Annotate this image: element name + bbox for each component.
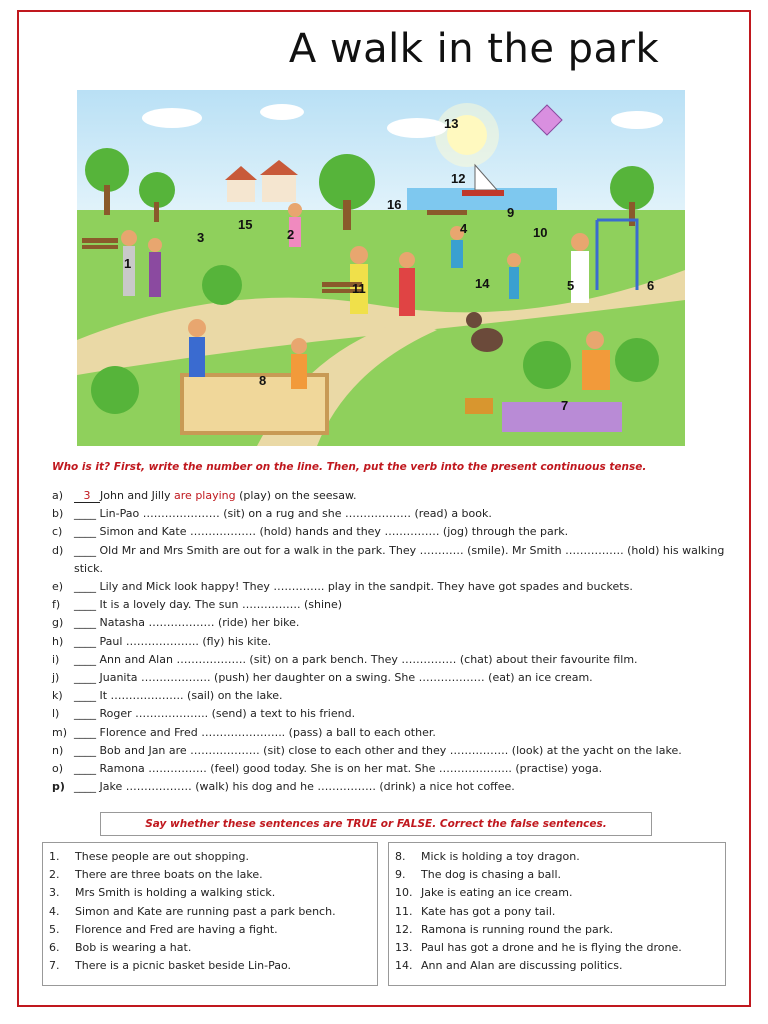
tf-number: 2. [49,868,60,882]
exercise-letter: g) [52,616,64,630]
exercise-text[interactable]: ____ Natasha ……………… (ride) her bike. [74,616,300,630]
scene-number-16: 16 [387,197,402,212]
exercise-item-g [52,614,732,632]
exercise-text[interactable]: ____ Jake ……………… (walk) his dog and he ……………. (drink) a nice hot coffee. [74,780,515,794]
exercise-item-a [52,487,732,505]
exercise-text[interactable]: ____ Ann and Alan ………………. (sit) on a park bench. They …………… (chat) about their favourite film. [74,652,638,666]
scene-number-13: 13 [444,116,459,131]
tf-sentence: There is a picnic basket beside Lin-Pao. [75,959,292,973]
scene-number-14: 14 [475,276,490,291]
exercise-item-m [52,724,732,742]
scene-number-4: 4 [460,221,468,236]
answer-verb: are playing [174,489,236,502]
tf-sentence: Kate has got a pony tail. [421,904,556,918]
cloud [142,108,202,128]
tf-sentence: Jake is eating an ice cream. [421,886,573,900]
tf-item [49,921,371,939]
tf-item [49,884,371,902]
exercise-text[interactable]: ____ Juanita ………………. (push) her daughter on a swing. She ……………… (eat) an ice cream. [74,671,593,685]
exercise-letter: n) [52,743,64,757]
exercise-item-k [52,687,732,705]
true-false-list-right [395,848,719,975]
answer-number-blank[interactable]: 3 [74,489,100,503]
exercise-letter: e) [52,580,64,594]
scene-number-9: 9 [507,205,515,220]
exercise-text[interactable]: ____ Lily and Mick look happy! They ………….. play in the sandpit. They have got spades and buckets. [74,580,633,594]
exercise-item-p [52,778,732,796]
scene-number-12: 12 [451,171,466,186]
exercise-text[interactable]: ____ Paul ……………….. (fly) his kite. [74,634,272,648]
tf-number: 6. [49,941,60,955]
exercise-letter: o) [52,762,64,776]
scene-number-1: 1 [124,256,132,271]
scene-number-10: 10 [533,225,548,240]
tf-item [49,939,371,957]
exercise-letter: p) [52,780,65,794]
tf-number: 14. [395,959,413,973]
exercise-item-b [52,505,732,523]
exercise-item-h [52,633,732,651]
scene-number-7: 7 [561,398,569,413]
scene-number-3: 3 [197,230,205,245]
picnic-basket [465,398,493,414]
exercise-text[interactable]: ____ Ramona ……………. (feel) good today. She is on her mat. She ……………….. (practise) yoga. [74,762,603,776]
scene-number-2: 2 [287,227,295,242]
tf-sentence: Paul has got a drone and he is flying the drone. [421,941,682,955]
true-false-instructions: Say whether these sentences are TRUE or FALSE. Correct the false sentences. [100,812,652,836]
exercise-text-part: John and Jilly [100,489,175,502]
exercise-text[interactable]: ____ Bob and Jan are ………………. (sit) close to each other and they ……………. (look) at the yacht on the lake. [74,743,682,757]
true-false-list-left [49,848,371,975]
tf-item [395,921,719,939]
tf-item [395,939,719,957]
tf-sentence: The dog is chasing a ball. [421,868,561,882]
exercise-letter: c) [52,525,63,539]
exercise-text[interactable]: ____ It is a lovely day. The sun ……………. (shine) [74,598,343,612]
exercise-letter: k) [52,689,63,703]
park-illustration [77,90,685,446]
tf-number: 12. [395,922,413,936]
tf-sentence: Ann and Alan are discussing politics. [421,959,623,973]
tf-number: 13. [395,941,413,955]
tf-sentence: Mick is holding a toy dragon. [421,850,580,863]
exercise-text[interactable]: ____ Simon and Kate ……………… (hold) hands and they …………… (jog) through the park. [74,525,569,539]
exercise-item-n [52,742,732,760]
park-scene-svg [77,90,685,446]
exercise-letter: j) [52,671,60,685]
exercise-text[interactable]: ____ Roger ……………….. (send) a text to his friend. [74,707,356,721]
exercise-item-c [52,523,732,541]
scene-number-15: 15 [238,217,253,232]
exercise-letter: h) [52,634,64,648]
exercise-letter: a) [52,489,64,502]
exercise-text[interactable]: ____ It ……………….. (sail) on the lake. [74,689,283,703]
tf-sentence: There are three boats on the lake. [75,868,263,882]
tf-number: 4. [49,904,60,918]
tf-sentence: Bob is wearing a hat. [75,941,192,955]
tf-number: 5. [49,922,60,936]
exercise-text-part: (play) on the seesaw. [235,489,357,502]
tf-item [395,884,719,902]
scene-number-8: 8 [259,373,267,388]
exercise-item-e [52,578,732,596]
tf-item [395,957,719,975]
tf-item [49,903,371,921]
exercise-text[interactable]: ____ Lin-Pao ………………… (sit) on a rug and she ……………… (read) a book. [74,507,492,521]
tf-item [395,903,719,921]
exercise-item-d [52,542,732,578]
tf-number: 3. [49,886,60,900]
exercise-letter: i) [52,652,60,666]
tf-sentence: Ramona is running round the park. [421,922,614,936]
gap-fill-exercise [52,487,732,796]
exercise-item-i [52,651,732,669]
tf-number: 10. [395,886,413,900]
true-false-box-left [42,842,378,986]
tf-number: 11. [395,904,413,918]
exercise-text[interactable]: ____ Old Mr and Mrs Smith are out for a walk in the park. They ………… (smile). Mr Smith ……………. (hold) his walking stick. [74,543,728,575]
tf-sentence: Florence and Fred are having a fight. [75,922,278,936]
tf-sentence: Simon and Kate are running past a park bench. [75,904,336,918]
exercise-item-l [52,705,732,723]
exercise-letter: b) [52,507,64,521]
tf-sentence: Mrs Smith is holding a walking stick. [75,886,276,900]
exercise-instructions: Who is it? First, write the number on the line. Then, put the verb into the present continuous tense. [52,461,647,473]
tf-item [49,848,371,866]
scene-number-11: 11 [352,281,366,296]
tf-item [49,957,371,975]
exercise-letter: d) [52,543,64,557]
tf-number: 7. [49,959,60,973]
tf-item [49,866,371,884]
tf-number: 8. [395,850,406,863]
tf-sentence: These people are out shopping. [75,850,249,863]
exercise-item-j [52,669,732,687]
exercise-letter: f) [52,598,61,612]
exercise-text [74,487,732,505]
tf-number: 9. [395,868,406,882]
exercise-letter: m) [52,725,68,739]
tf-item [395,866,719,884]
true-false-box-right [388,842,726,986]
exercise-text[interactable]: ____ Florence and Fred ………………….. (pass) a ball to each other. [74,725,436,739]
tf-number: 1. [49,850,60,863]
tf-item [395,848,719,866]
exercise-item-o [52,760,732,778]
scene-number-6: 6 [647,278,655,293]
worksheet-title: A walk in the park [288,26,660,72]
exercise-letter: l) [52,707,60,721]
scene-number-5: 5 [567,278,575,293]
exercise-item-f [52,596,732,614]
